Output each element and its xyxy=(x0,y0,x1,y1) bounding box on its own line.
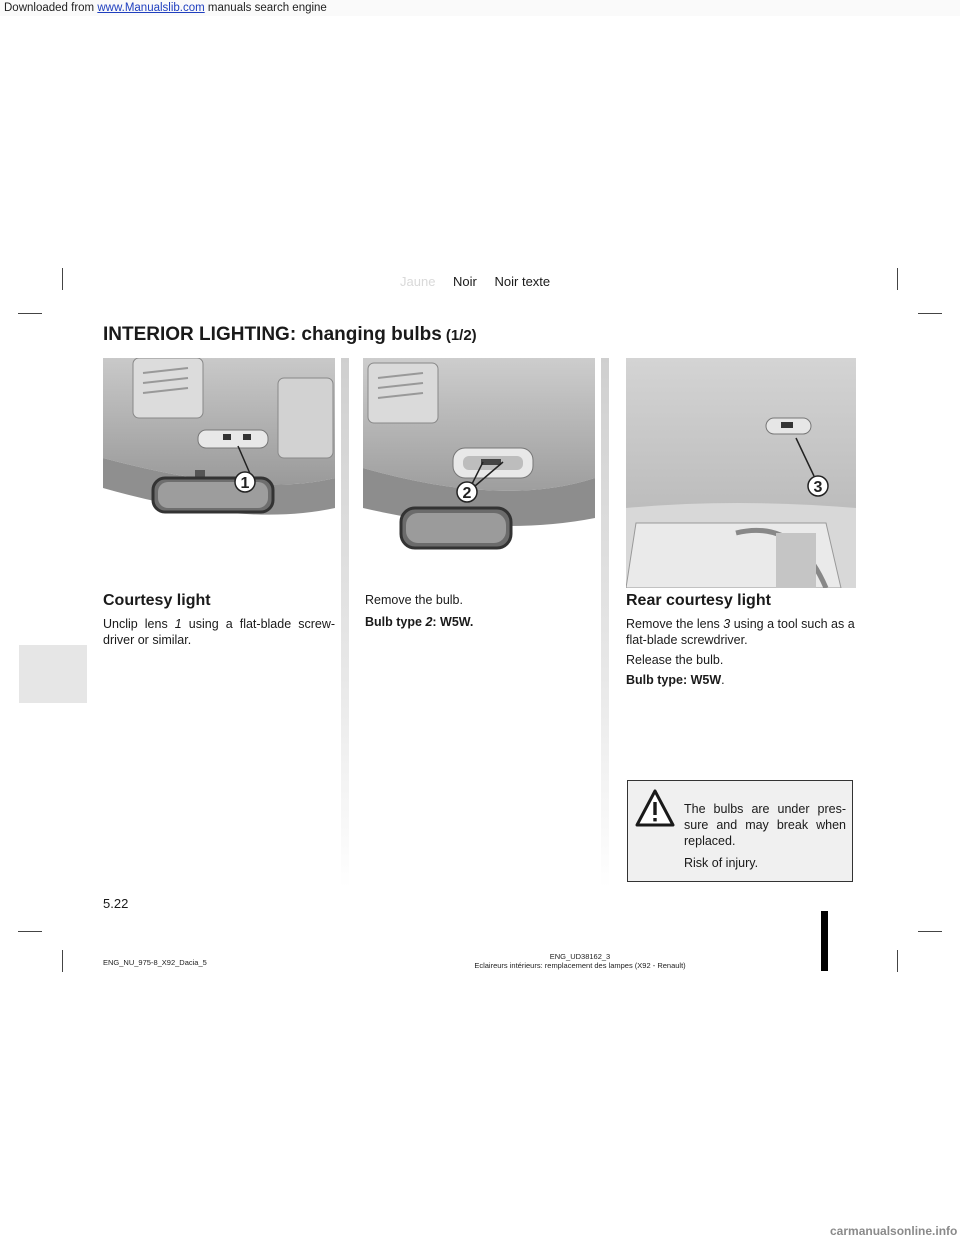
lens-number: 1 xyxy=(174,617,182,631)
manualslib-link[interactable]: www.Manualslib.com xyxy=(97,2,205,14)
color-label-jaune: Jaune xyxy=(400,274,436,289)
footer-doc-code: ENG_NU_975-8_X92_Dacia_5 xyxy=(103,958,207,967)
rear-courtesy-light-text: Remove the lens 3 using a tool such as a flat-blade screwdriver. xyxy=(626,617,855,647)
footer-section-code: ENG_UD38162_3 Eclaireurs intérieurs: remplacement des lampes (X92 - Renault) xyxy=(474,952,686,970)
release-bulb-text: Release the bulb. xyxy=(626,653,724,667)
source-suffix: manuals search engine xyxy=(207,2,327,14)
crop-mark xyxy=(897,950,898,972)
warning-line-2: Risk of injury. xyxy=(684,856,759,870)
bulb-removal-photo xyxy=(363,358,595,588)
page-title-part: (1/2) xyxy=(445,327,477,344)
watermark: carmanualsonline.info xyxy=(830,1224,958,1238)
page-title xyxy=(103,324,477,346)
remove-bulb-text: Remove the bulb. xyxy=(365,593,463,607)
thumb-index-bar xyxy=(821,911,828,971)
warning-line-1: The bulbs are under pres-sure and may break when replaced. xyxy=(684,802,846,848)
color-separation-labels xyxy=(400,274,564,289)
color-label-noir-texte: Noir texte xyxy=(494,274,551,289)
crop-mark xyxy=(62,950,63,972)
color-label-noir: Noir xyxy=(453,274,477,289)
source-prefix: Downloaded from xyxy=(4,2,95,14)
warning-text xyxy=(684,801,846,871)
rear-courtesy-light-heading: Rear courtesy light xyxy=(626,592,771,609)
rear-courtesy-light-photo xyxy=(626,358,856,588)
bulb-removal-illustration xyxy=(363,358,595,588)
courtesy-light-heading: Courtesy light xyxy=(103,592,211,609)
courtesy-light-illustration xyxy=(103,358,335,588)
crop-mark xyxy=(918,931,942,932)
courtesy-light-photo xyxy=(103,358,335,588)
bulb-type-2-text: Bulb type 2: W5W. xyxy=(365,615,474,629)
page-number: 5.22 xyxy=(103,896,129,911)
source-bar xyxy=(0,0,960,16)
callout-2: 2 xyxy=(462,485,472,502)
rear-courtesy-light-illustration xyxy=(626,358,856,588)
callout-3: 3 xyxy=(813,479,823,496)
chapter-tab xyxy=(19,645,87,703)
crop-mark xyxy=(62,268,63,290)
column-divider xyxy=(601,358,609,888)
crop-mark xyxy=(18,931,42,932)
warning-triangle-icon xyxy=(634,788,676,828)
crop-mark xyxy=(18,313,42,314)
page-title-text: INTERIOR LIGHTING: changing bulbs xyxy=(103,324,442,345)
lens-number-3: 3 xyxy=(723,617,731,631)
column-divider xyxy=(341,358,349,888)
crop-mark xyxy=(897,268,898,290)
crop-mark xyxy=(918,313,942,314)
callout-1: 1 xyxy=(240,475,250,492)
bulb-type-3-text: Bulb type: W5W. xyxy=(626,673,725,687)
courtesy-light-text: Unclip lens 1 using a flat-blade screw-driver or similar. xyxy=(103,617,336,647)
